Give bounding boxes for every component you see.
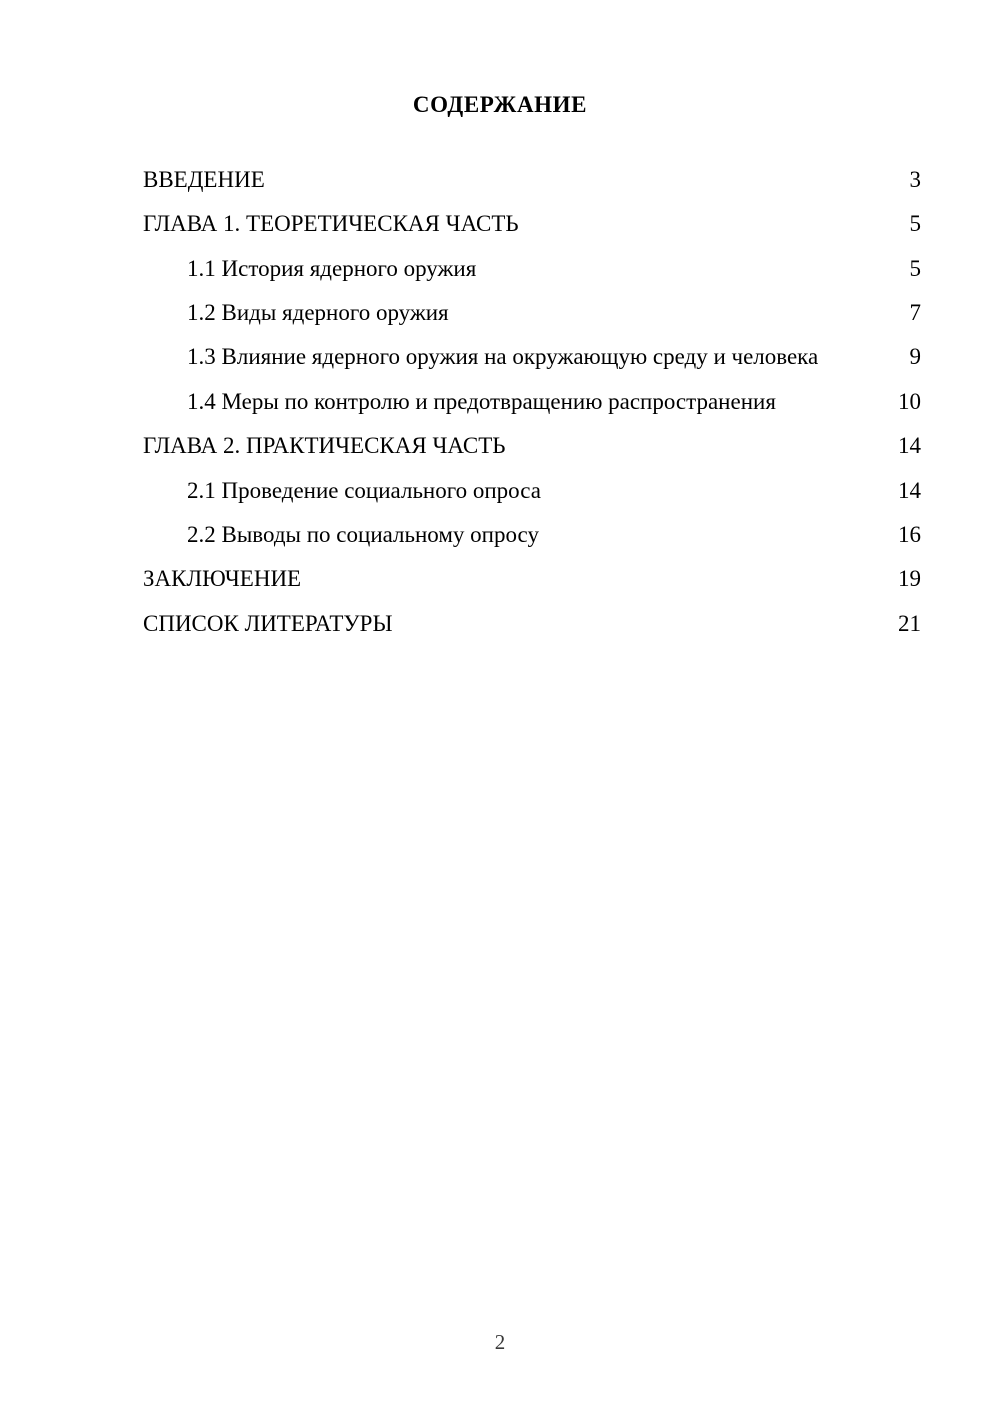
- toc-entry-label: 1.4 Меры по контролю и предотвращению распространения: [187, 388, 776, 414]
- toc-entry-label: 2.2 Выводы по социальному опросу: [187, 521, 539, 547]
- toc-entry-page: 5: [909, 211, 921, 237]
- toc-entry-label: 1.1 История ядерного оружия: [187, 255, 477, 281]
- toc-entry-page: 9: [909, 344, 921, 370]
- page-title: СОДЕРЖАНИЕ: [412, 92, 588, 117]
- toc-entry[interactable]: [143, 209, 921, 239]
- toc-entry-page: 10: [898, 388, 921, 414]
- toc-entry[interactable]: [143, 298, 921, 328]
- toc-entry[interactable]: [143, 431, 921, 461]
- toc-entry[interactable]: [143, 476, 921, 506]
- toc-entry[interactable]: [143, 520, 921, 550]
- toc-entry-label: ЗАКЛЮЧЕНИЕ: [143, 566, 302, 592]
- toc-entry-page: 16: [898, 521, 921, 547]
- toc-entry[interactable]: [143, 387, 921, 417]
- toc-entry-page: 14: [898, 433, 921, 459]
- toc-entry-page: 14: [898, 477, 921, 503]
- toc-entry[interactable]: [143, 165, 921, 195]
- toc-entry[interactable]: [143, 254, 921, 284]
- toc-entry[interactable]: [143, 609, 921, 639]
- toc-entry-page: 5: [909, 255, 921, 281]
- toc-entry-label: ВВЕДЕНИЕ: [143, 167, 265, 192]
- toc-entry-page: 21: [898, 610, 921, 636]
- toc-entry-label: ГЛАВА 1. ТЕОРЕТИЧЕСКАЯ ЧАСТЬ: [143, 211, 519, 237]
- toc-entry-label: 2.1 Проведение социального опроса: [187, 477, 541, 503]
- toc-entry[interactable]: [143, 342, 921, 372]
- toc-entry-page: 7: [909, 300, 921, 326]
- toc-entry-page: 3: [909, 167, 921, 192]
- toc-entry-label: 1.2 Виды ядерного оружия: [187, 300, 449, 326]
- toc-entry-label: СПИСОК ЛИТЕРАТУРЫ: [143, 610, 393, 636]
- toc-entry-label: ГЛАВА 2. ПРАКТИЧЕСКАЯ ЧАСТЬ: [143, 433, 506, 459]
- page-number: 2: [494, 1330, 506, 1354]
- toc-entry-label: 1.3 Влияние ядерного оружия на окружающую среду и человека: [187, 344, 819, 370]
- toc-entry-page: 19: [898, 566, 921, 592]
- toc-entry[interactable]: [143, 564, 921, 594]
- table-of-contents: [143, 165, 921, 653]
